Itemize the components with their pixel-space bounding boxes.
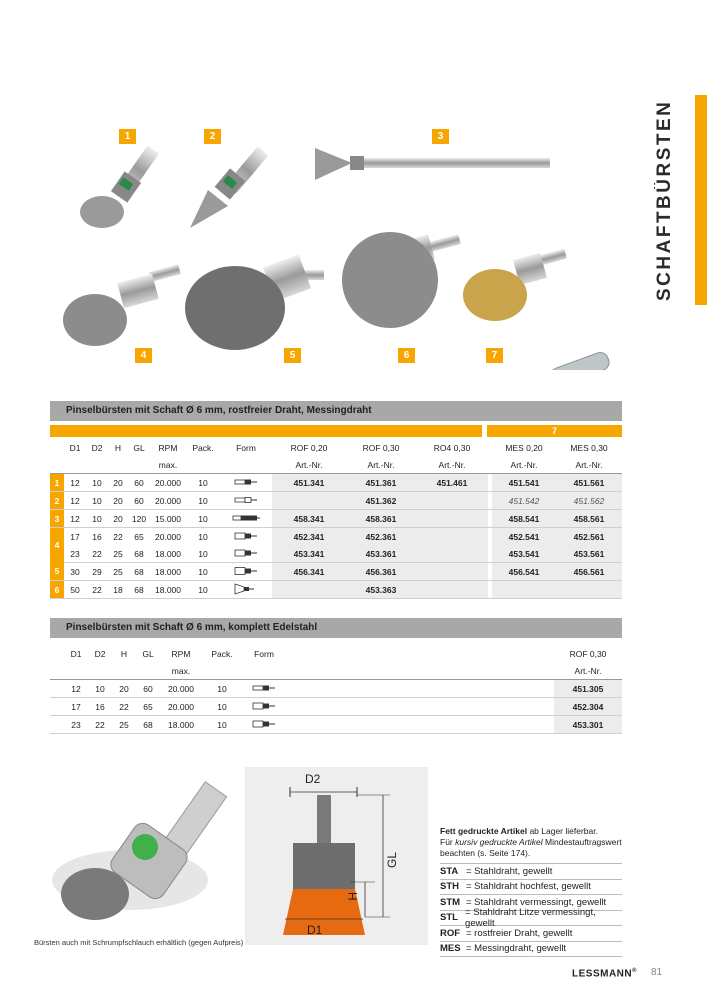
label-gl: GL [385,852,399,869]
cell-h: 25 [112,716,136,734]
table1-subheader [50,456,622,474]
cell-art: 456.561 [556,563,622,581]
cell-h: 20 [108,492,128,510]
cell-art: 452.341 [272,528,346,546]
side-tab-bar [695,95,707,305]
subheader-max: max. [150,456,186,474]
cell-pack: 10 [186,545,220,563]
cell-d1: 12 [64,492,86,510]
cell-art: 453.341 [272,545,346,563]
cell-art [416,581,488,599]
cell-art: 451.542 [492,492,556,510]
legend-item [440,942,622,958]
cell-art: 452.541 [492,528,556,546]
cell-pack: 10 [186,474,220,492]
legend-key: STH [440,881,459,893]
brush-closeup-image [40,772,240,932]
table2-title: Pinselbürsten mit Schaft Ø 6 mm, komplett Edelstahl [50,618,622,638]
cell-art: 451.362 [346,492,416,510]
table-row [50,563,622,581]
col-rpm: RPM [171,648,191,659]
col-pack: Pack. [192,442,214,453]
brush-6-image [342,232,461,328]
cell-art [416,528,488,546]
table1-title: Pinselbürsten mit Schaft Ø 6 mm, rostfreier Draht, Messingdraht [50,401,622,421]
legend-value: = rostfreier Draht, gewellt [466,927,573,939]
brush-5-image [185,255,324,350]
table-row [50,528,622,546]
cell-art: 453.541 [492,545,556,563]
cell-pack: 10 [186,510,220,528]
legend-value: = Stahldraht hochfest, gewellt [466,881,591,893]
col-h: H [120,648,128,659]
table-row [50,492,622,510]
cell-h: 22 [113,531,123,542]
cell-art: 451.361 [346,474,416,492]
cell-d2: 22 [86,581,108,599]
photo-number-7: 7 [486,348,503,363]
cell-rpm: 18.000 [150,563,186,581]
legend-value: = Stahldraht Litze vermessingt, gewellt [465,906,596,929]
legend-value: = Stahldraht vermessingt, gewellt [466,896,607,908]
brand-logo [572,968,637,979]
cell-pack: 10 [186,492,220,510]
cell-pack: 10 [202,698,242,716]
cell-art: 451.561 [556,474,622,492]
col-rpm: RPM [158,442,178,453]
cell-art [272,581,346,599]
table-row [50,510,622,528]
group-7-label: 7 [487,425,622,437]
form-icon [242,698,286,716]
legend-key: ROF [440,927,461,939]
legend-key: STL [440,912,458,924]
legend-key: STA [440,865,459,877]
cell-art: 451.305 [554,680,622,698]
col-form: Form [236,442,256,453]
photo-number-1: 1 [119,129,136,144]
legend-note [440,826,622,859]
subheader-artnr: Art.-Nr. [272,456,346,474]
col-rof030: ROF 0,30 [569,648,607,659]
cell-d1: 23 [64,716,88,734]
cell-art [492,581,556,599]
brush-dimension-drawing [245,767,428,945]
table1-accent-bar [50,425,622,437]
cell-gl: 60 [128,474,150,492]
cell-art [272,492,346,510]
cell-pack: 10 [186,563,220,581]
col-d1: D1 [69,442,81,453]
cell-art: 453.361 [346,545,416,563]
subheader-artnr: Art.-Nr. [346,456,416,474]
legend [440,826,622,957]
cell-d2: 16 [88,698,112,716]
legend-value: = Messingdraht, gewellt [466,943,567,955]
col-d2: D2 [91,442,103,453]
table2-subheader [50,662,622,680]
cell-art: 458.561 [556,510,622,528]
table-row [50,716,622,734]
cell-art: 458.541 [492,510,556,528]
col-h: H [114,442,122,453]
cell-gl: 68 [128,563,150,581]
cell-art: 456.541 [492,563,556,581]
legend-item [440,906,622,929]
col-rof020: ROF 0,20 [290,442,328,453]
cell-d1: 50 [64,581,86,599]
cell-art: 451.562 [556,492,622,510]
cell-d2: 10 [86,474,108,492]
cell-art [556,581,622,599]
side-tab [646,95,707,305]
col-gl: GL [142,648,154,659]
note-text: Mindestauftragswert beachten (s. Seite 174). [440,837,622,858]
row-number: 3 [50,510,64,528]
cell-art: 458.341 [272,510,346,528]
side-tab-label: SCHAFTBÜRSTEN [654,99,675,301]
cell-d2: 22 [86,545,108,563]
cell-rpm: 20.000 [160,698,202,716]
cell-d2: 10 [86,510,108,528]
form-icon [220,545,272,563]
col-mes020: MES 0,20 [505,442,543,453]
photo-number-2: 2 [204,129,221,144]
brush-1-image [80,146,159,228]
table-row [50,680,622,698]
cell-art: 452.304 [554,698,622,716]
table2-header [50,645,622,662]
dimension-diagram [245,767,428,945]
cell-gl: 60 [128,492,150,510]
table-row [50,698,622,716]
brush-closeup-photo [40,772,240,932]
cell-art [416,563,488,581]
label-d1: D1 [307,923,323,937]
die-grinder-image [536,350,611,370]
cell-d2: 10 [86,492,108,510]
col-rof030: ROF 0,30 [362,442,400,453]
col-pack: Pack. [211,648,233,659]
subheader-artnr: Art.-Nr. [556,456,622,474]
table1-header [50,439,622,456]
note-text: Für [440,837,456,847]
cell-d2: 29 [86,563,108,581]
cell-rpm: 20.000 [150,474,186,492]
cell-pack: 10 [198,531,208,542]
registered-mark: ® [632,968,638,974]
cell-art: 453.561 [556,545,622,563]
form-icon [242,680,286,698]
table1 [50,439,622,599]
photo-caption: Bürsten auch mit Schrumpfschlauch erhältlich (gegen Aufpreis) [34,938,244,947]
cell-pack: 10 [186,581,220,599]
cell-rpm: 20.000 [155,531,181,542]
table-row [50,581,622,599]
note-bold-text: Fett gedruckte Artikel [440,826,528,836]
legend-key: MES [440,943,461,955]
col-d2: D2 [94,648,106,659]
photo-number-5: 5 [284,348,301,363]
cell-art: 456.361 [346,563,416,581]
cell-art: 451.341 [272,474,346,492]
row-number: 4 [50,528,64,563]
brush-illustrations [50,120,622,370]
brush-3-image [315,148,550,180]
cell-h: 22 [112,698,136,716]
cell-art [416,545,488,563]
photo-number-6: 6 [398,348,415,363]
cell-art: 452.361 [346,528,416,546]
cell-rpm: 18.000 [160,716,202,734]
form-icon [220,510,272,528]
cell-gl: 60 [136,680,160,698]
brush-4-image [63,264,181,346]
cell-art: 452.561 [556,528,622,546]
subheader-artnr: Art.-Nr. [554,662,622,680]
subheader-artnr: Art.-Nr. [416,456,488,474]
row-number: 6 [50,581,64,599]
form-icon [220,492,272,510]
photo-number-4: 4 [135,348,152,363]
cell-rpm: 20.000 [160,680,202,698]
col-d1: D1 [70,648,82,659]
cell-d1: 12 [64,474,86,492]
cell-gl: 68 [136,716,160,734]
legend-value: = Stahldraht, gewellt [466,865,553,877]
cell-d2: 10 [88,680,112,698]
cell-rpm: 15.000 [150,510,186,528]
note-italic-text: kursiv gedruckte Artikel [455,837,543,847]
legend-item [440,864,622,880]
cell-gl: 68 [128,545,150,563]
cell-pack: 10 [202,680,242,698]
form-icon [220,581,272,599]
col-mes030: MES 0,30 [570,442,608,453]
legend-key: STM [440,896,461,908]
table-row [50,545,622,563]
row-number: 5 [50,563,64,581]
brand-name: LESSMANN [572,968,633,980]
cell-h: 18 [108,581,128,599]
cell-rpm: 20.000 [150,492,186,510]
cell-d1: 23 [64,545,86,563]
cell-h: 25 [108,563,128,581]
cell-d1: 17 [70,531,80,542]
cell-gl: 65 [136,698,160,716]
cell-pack: 10 [202,716,242,734]
brush-7-image [463,249,567,321]
cell-d2: 22 [88,716,112,734]
cell-gl: 65 [134,531,144,542]
subheader-artnr: Art.-Nr. [492,456,556,474]
cell-art: 451.461 [416,474,488,492]
cell-d2: 16 [92,531,102,542]
cell-art: 451.541 [492,474,556,492]
col-gl: GL [133,442,145,453]
form-icon [220,528,272,546]
cell-d1: 12 [64,510,86,528]
cell-rpm: 18.000 [150,545,186,563]
table-row [50,474,622,492]
cell-h: 25 [108,545,128,563]
row-number: 1 [50,474,64,492]
note-text: ab Lager lieferbar. [527,826,598,836]
cell-h: 20 [108,474,128,492]
form-icon [220,474,272,492]
label-h: H [346,892,360,901]
subheader-max: max. [160,662,202,680]
cell-h: 20 [112,680,136,698]
cell-art: 453.301 [554,716,622,734]
photo-number-3: 3 [432,129,449,144]
cell-d1: 12 [64,680,88,698]
form-icon [242,716,286,734]
legend-item [440,880,622,896]
row-number: 2 [50,492,64,510]
brush-2-image [190,146,268,228]
cell-d1: 30 [64,563,86,581]
cell-d1: 17 [64,698,88,716]
cell-h: 20 [108,510,128,528]
product-photos [50,120,622,370]
cell-art [416,510,488,528]
form-icon [220,563,272,581]
label-d2: D2 [305,772,321,786]
col-form: Form [254,648,274,659]
cell-rpm: 18.000 [150,581,186,599]
cell-art: 458.361 [346,510,416,528]
cell-art: 453.363 [346,581,416,599]
table2 [50,645,622,734]
cell-gl: 120 [128,510,150,528]
cell-gl: 68 [128,581,150,599]
cell-art: 456.341 [272,563,346,581]
col-ro4030: RO4 0,30 [433,442,471,453]
cell-art [416,492,488,510]
page-number: 81 [651,967,663,978]
